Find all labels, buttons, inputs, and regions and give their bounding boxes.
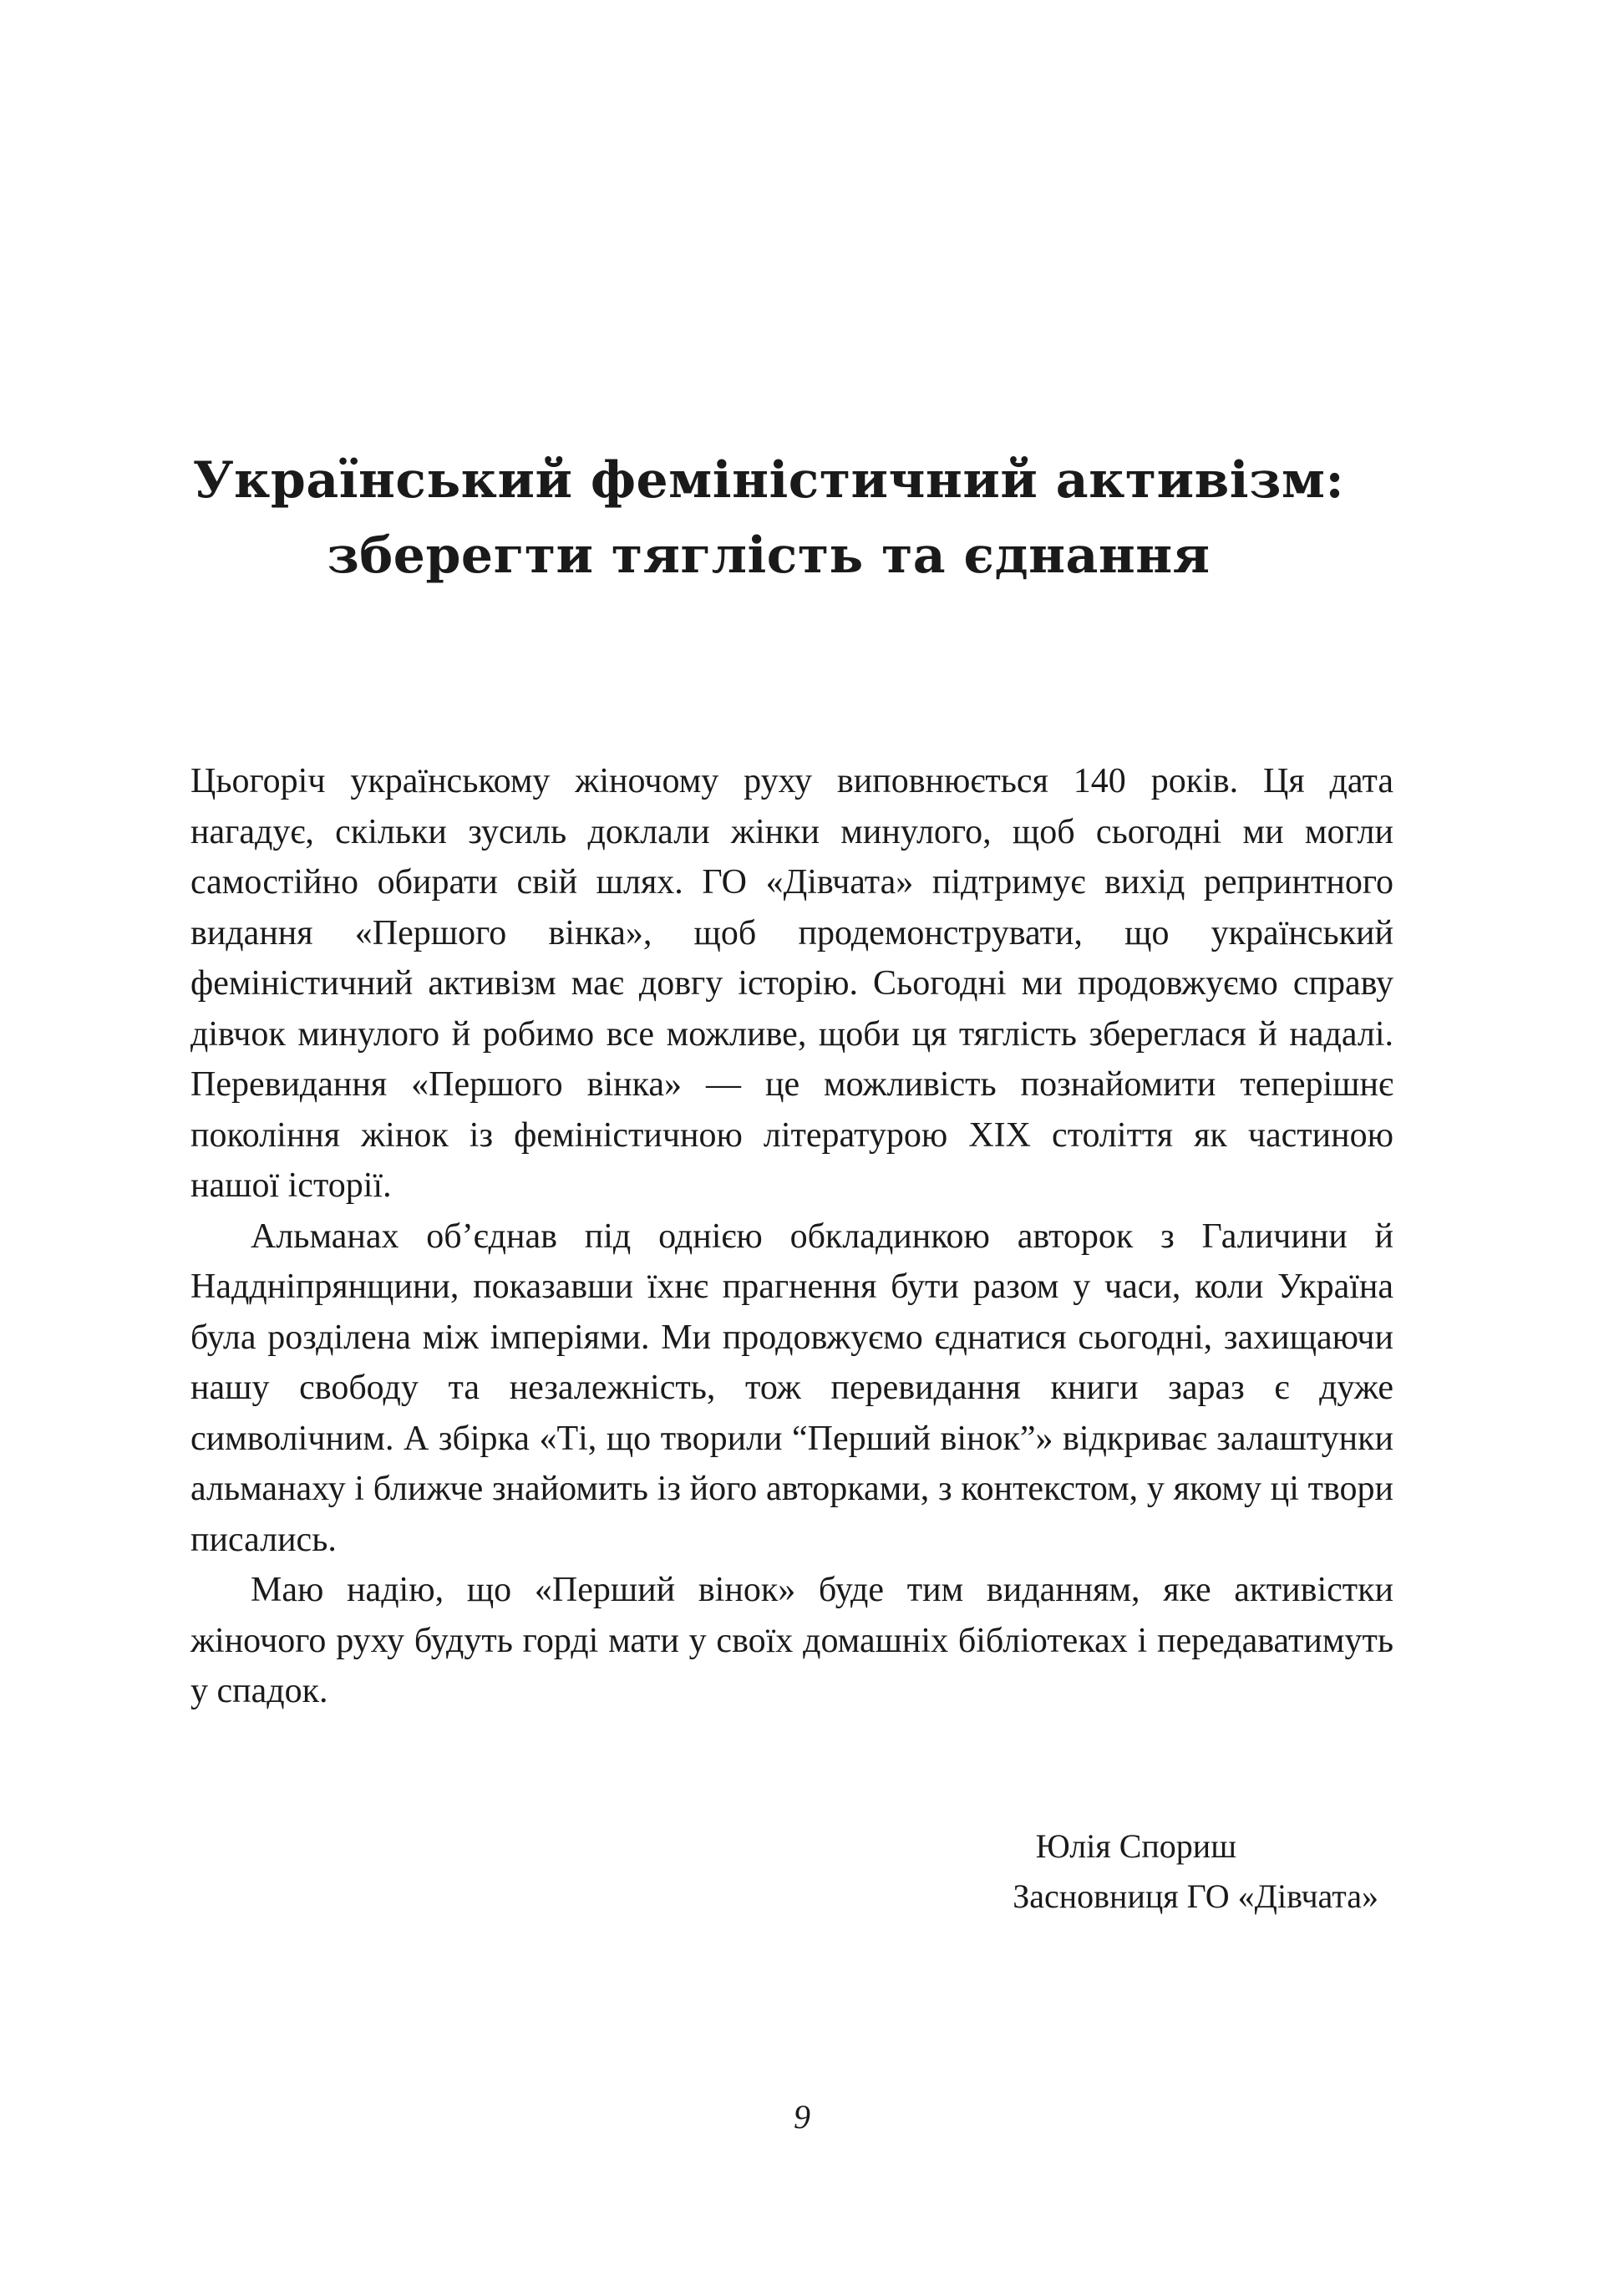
page-number: 9	[794, 2098, 810, 2136]
paragraph-3: Маю надію, що «Перший вінок» буде тим виданням, яке активістки жіночого руху будуть горді мати у своїх домашніх бібліотеках і передаватимуть у спадок.	[190, 1571, 1393, 1710]
signature-block	[1013, 1821, 1378, 1922]
body-text	[190, 756, 1393, 1717]
paragraph-2: Альманах об’єднав під однією обкладинкою авторок з Галичини й Наддніпрянщини, показавши їхнє прагнення бути разом у часи, коли Україна була розділена між імперіями. Ми продовжуємо єднатися сьогодні, захищаючи нашу свободу та незалежність, тож перевидання книги зараз є дуже символічним. А збірка «Ті, що творили “Перший вінок”» відкриває залаштунки альманаху і ближче знайомить із його авторками, з контекстом, у якому ці твори писались.	[190, 1217, 1393, 1559]
page-title	[192, 443, 1345, 593]
title-line-2: зберегти тяглість та єднання	[327, 526, 1211, 585]
author-name: Юлія Спориш	[1035, 1827, 1236, 1865]
author-role: Засновниця ГО «Дівчата»	[1013, 1877, 1378, 1915]
title-line-1: Український феміністичний активізм:	[192, 451, 1345, 510]
paragraph-1: Цьогоріч українському жіночому руху виповнюється 140 років. Ця дата нагадує, скільки зусиль доклали жінки минулого, щоб сьогодні ми могли самостійно обирати свій шлях. ГО «Дівчата» підтримує вихід репринтного видання «Першого вінка», щоб продемонструвати, що український феміністичний активізм має довгу історію. Сьогодні ми продовжуємо справу дівчок минулого й робимо все можливе, щоби ця тяглість збереглася й надалі. Перевидання «Першого вінка» — це можливість познайомити теперішнє покоління жінок із феміністичною літературою XIX століття як частиною нашої історії.	[190, 762, 1393, 1205]
